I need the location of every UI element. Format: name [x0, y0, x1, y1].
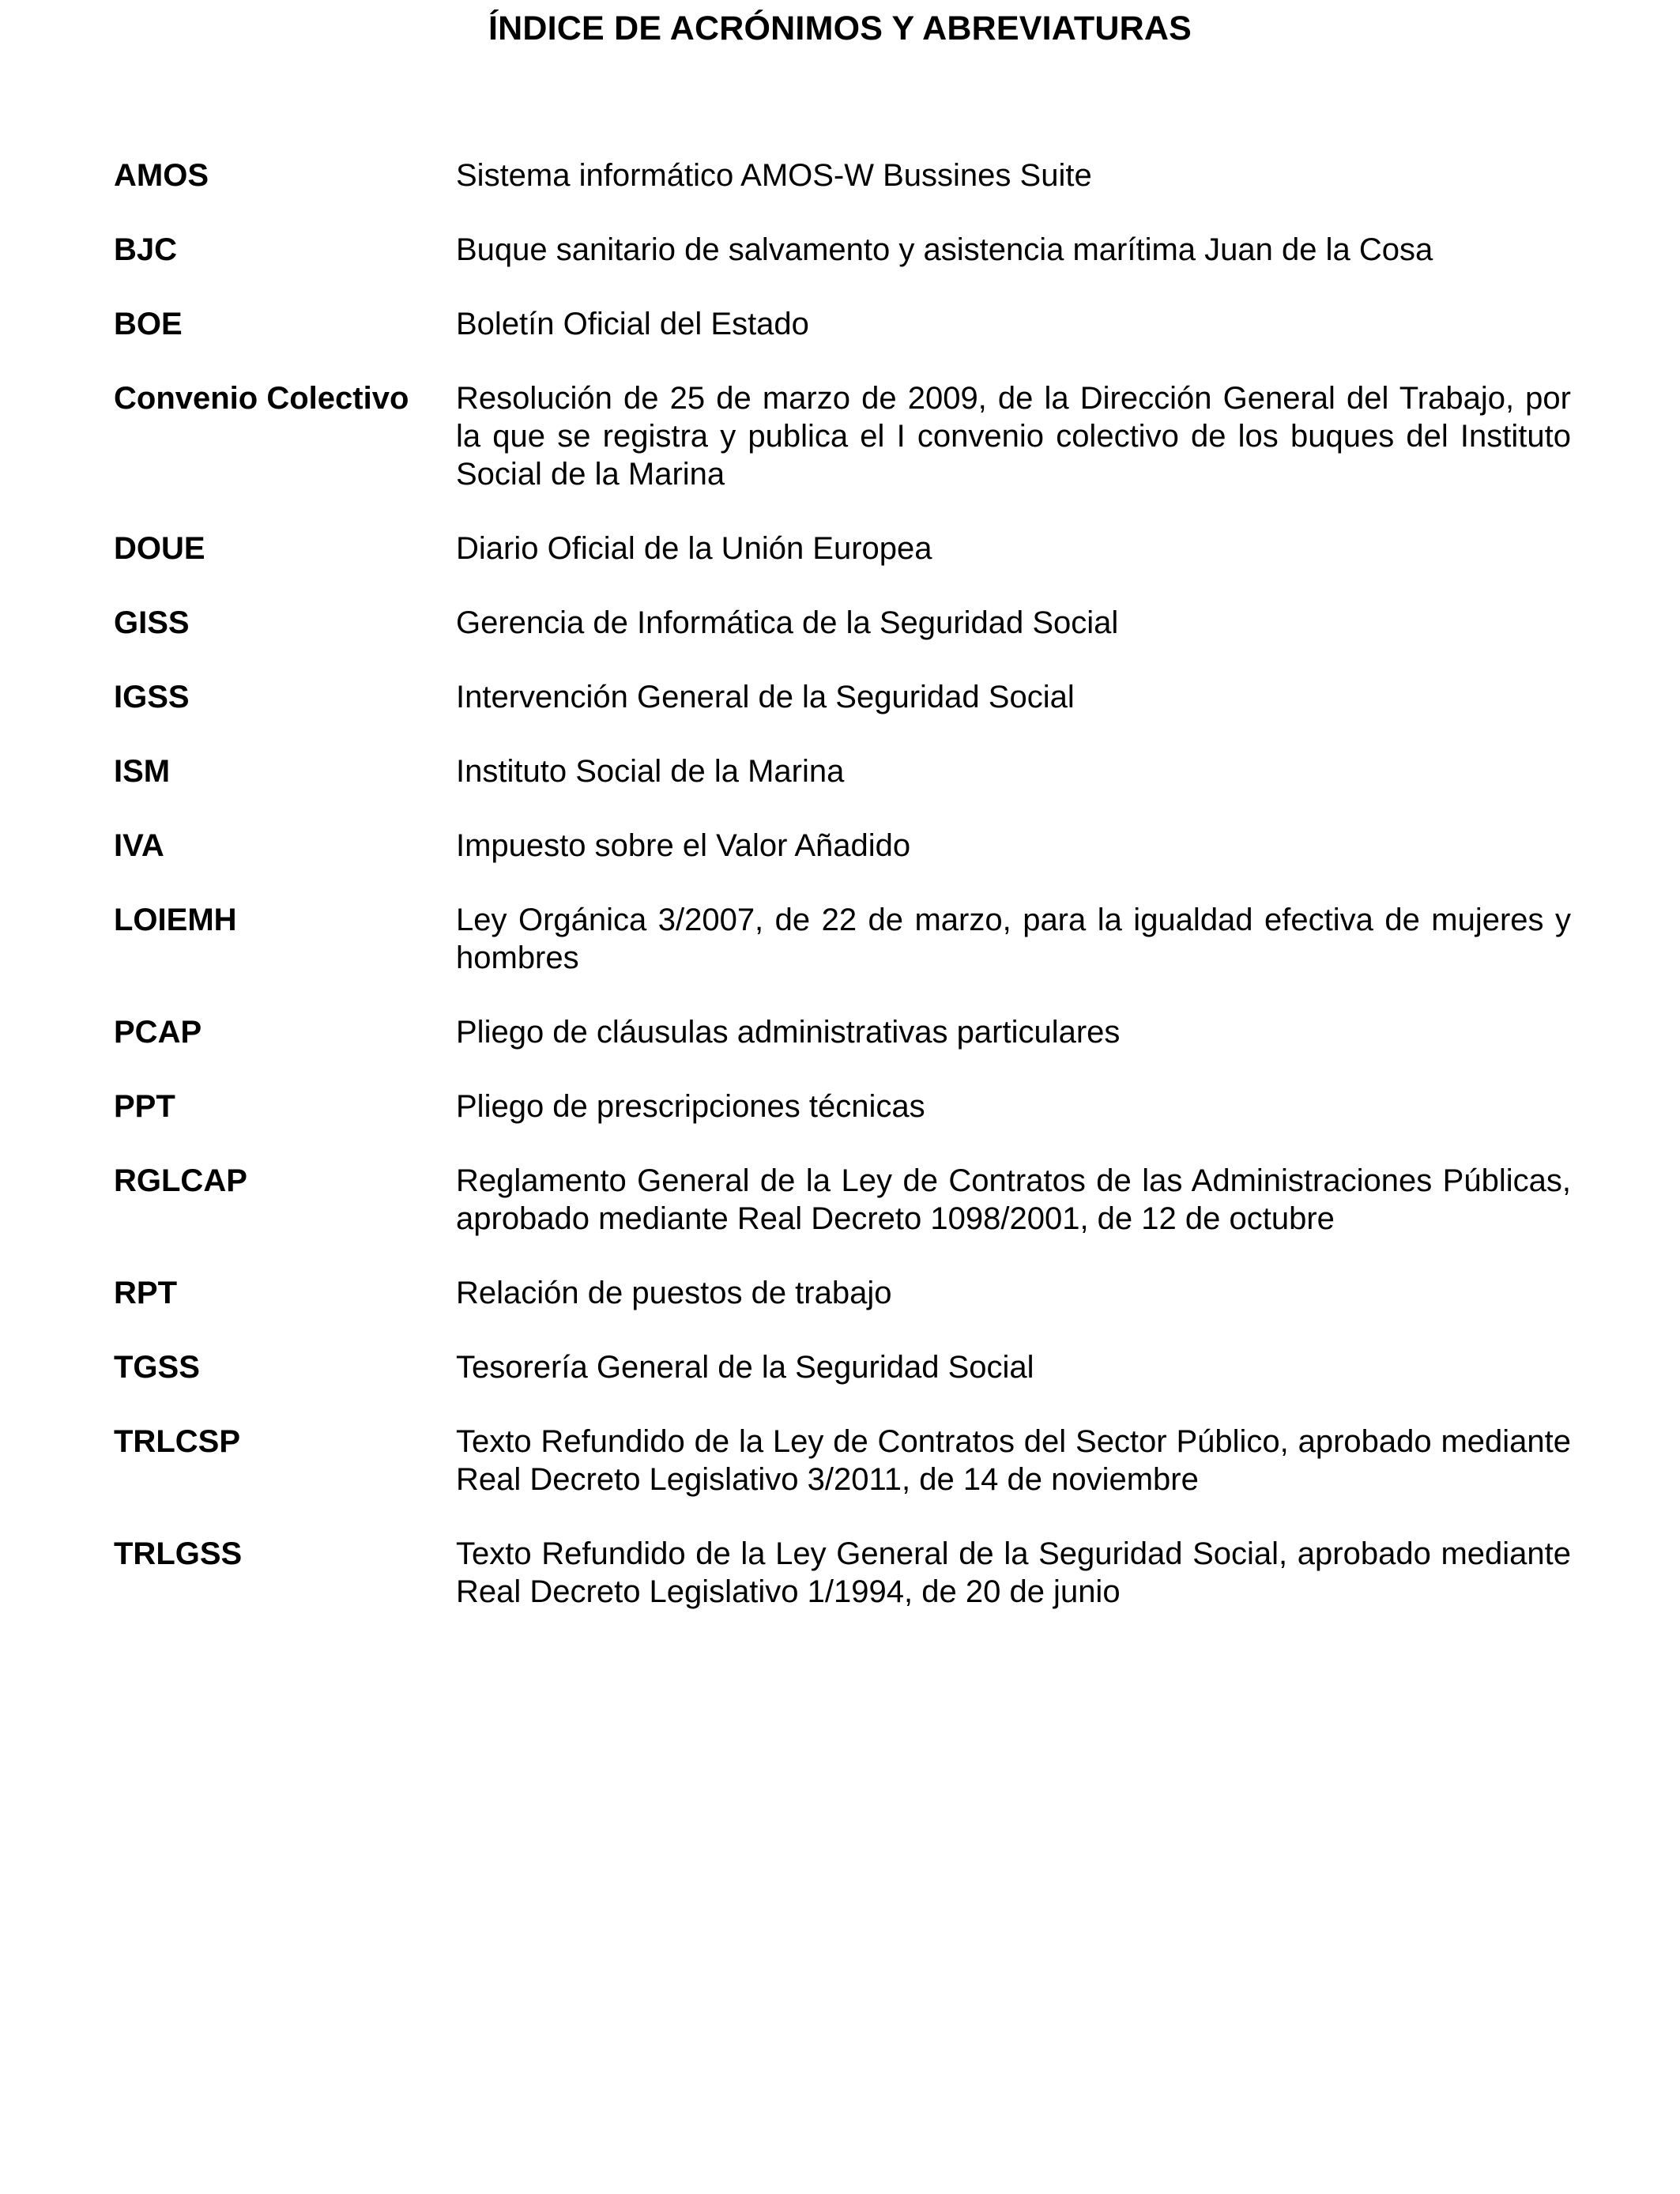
- acronym-entry: [114, 678, 1571, 716]
- acronym-definition: Texto Refundido de la Ley General de la Seguridad Social, aprobado mediante Real Decreto Legislativo 1/1994, de 20 de junio: [456, 1536, 1571, 1609]
- acronym-definition: Diario Oficial de la Unión Europea: [456, 531, 932, 566]
- acronym-term: IGSS: [114, 680, 190, 714]
- acronym-entry: [114, 231, 1571, 269]
- acronym-definition: Pliego de cláusulas administrativas particulares: [456, 1015, 1121, 1050]
- acronym-term: PCAP: [114, 1015, 202, 1050]
- acronym-definition: Instituto Social de la Marina: [456, 754, 845, 789]
- acronym-term: BJC: [114, 232, 178, 267]
- acronym-definition: Relación de puestos de trabajo: [456, 1276, 892, 1310]
- acronym-definition: Pliego de prescripciones técnicas: [456, 1089, 925, 1124]
- acronym-entry: [114, 1535, 1571, 1611]
- acronym-term: TGSS: [114, 1350, 200, 1385]
- acronym-entry: [114, 1013, 1571, 1051]
- acronym-term: Convenio Colectivo: [114, 381, 409, 416]
- acronym-entry: [114, 1423, 1571, 1498]
- acronym-term: RPT: [114, 1276, 177, 1310]
- acronym-entry: [114, 752, 1571, 790]
- acronym-term: DOUE: [114, 531, 205, 566]
- acronym-entry: [114, 901, 1571, 977]
- acronym-definition: Ley Orgánica 3/2007, de 22 de marzo, para la igualdad efectiva de mujeres y hombres: [456, 903, 1571, 975]
- acronym-entry: [114, 827, 1571, 865]
- acronym-entry: [114, 1348, 1571, 1386]
- acronym-term: BOE: [114, 307, 183, 341]
- acronym-term: ISM: [114, 754, 171, 789]
- acronym-entry: [114, 305, 1571, 343]
- acronym-entry: [114, 1088, 1571, 1125]
- acronym-entry: [114, 156, 1571, 194]
- acronym-entry: [114, 1162, 1571, 1238]
- acronym-term: AMOS: [114, 158, 209, 193]
- acronym-definition: Sistema informático AMOS-W Bussines Suite: [456, 158, 1092, 193]
- acronym-definition: Impuesto sobre el Valor Añadido: [456, 828, 911, 863]
- acronym-term: IVA: [114, 828, 164, 863]
- acronym-term: LOIEMH: [114, 903, 237, 937]
- acronym-definition: Texto Refundido de la Ley de Contratos del Sector Público, aprobado mediante Real Decreto Legislativo 3/2011, de 14 de noviembre: [456, 1424, 1571, 1497]
- acronym-definition: Tesorería General de la Seguridad Social: [456, 1350, 1034, 1385]
- acronym-definition: Gerencia de Informática de la Seguridad Social: [456, 605, 1119, 640]
- acronym-entry: [114, 604, 1571, 642]
- acronym-entry: [114, 1274, 1571, 1312]
- acronym-term: GISS: [114, 605, 190, 640]
- acronym-entry: [114, 379, 1571, 493]
- acronym-term: RGLCAP: [114, 1163, 247, 1198]
- acronym-definition: Boletín Oficial del Estado: [456, 307, 809, 341]
- acronym-list: [114, 156, 1571, 1647]
- acronym-term: TRLCSP: [114, 1424, 240, 1459]
- acronym-definition: Reglamento General de la Ley de Contratos de las Administraciones Públicas, aprobado mediante Real Decreto 1098/2001, de 12 de octubre: [456, 1163, 1571, 1236]
- acronym-definition: Resolución de 25 de marzo de 2009, de la Dirección General del Trabajo, por la que se registra y publica el I convenio colectivo de los buques del Instituto Social de la Marina: [456, 381, 1571, 492]
- page-title: ÍNDICE DE ACRÓNIMOS Y ABREVIATURAS: [488, 9, 1192, 47]
- acronym-term: TRLGSS: [114, 1536, 243, 1571]
- acronym-definition: Buque sanitario de salvamento y asistencia marítima Juan de la Cosa: [456, 232, 1433, 267]
- acronym-definition: Intervención General de la Seguridad Social: [456, 680, 1075, 714]
- acronym-term: PPT: [114, 1089, 175, 1124]
- acronym-entry: [114, 530, 1571, 567]
